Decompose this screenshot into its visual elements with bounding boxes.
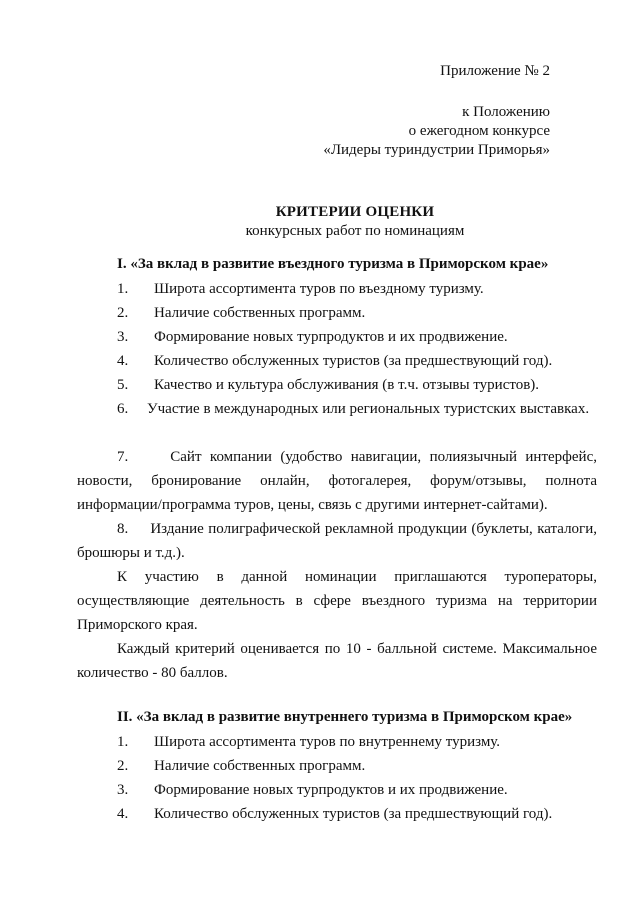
document-heading (0, 203, 640, 241)
item-number: 4. (117, 353, 129, 369)
list-item (117, 376, 539, 395)
list-item (117, 733, 500, 752)
item-text: Количество обслуженных туристов (за предшествующий год). (154, 353, 553, 369)
scoring-paragraph: Каждый критерий оценивается по 10 - балльной системе. Максимальное количество - 80 баллов. (77, 641, 597, 681)
item-text: Формирование новых турпродуктов и их продвижение. (154, 329, 508, 345)
appendix-reference (323, 103, 550, 160)
list-item-7: 7. Сайт компании (удобство навигации, полиязычный интерфейс, новости, бронирование онлайн, фотогалерея, форум/отзывы, полнота информации/программа туров, цены, связь с другими интернет-сайтами). (77, 449, 597, 513)
item-number: 2. (117, 758, 129, 774)
appendix-title: Приложение № 2 (440, 63, 550, 79)
appendix-ref-line: к Положению (462, 104, 550, 120)
list-item (117, 781, 508, 800)
item-text: Широта ассортимента туров по въездному туризму. (154, 281, 484, 297)
item-number: 4. (117, 806, 129, 822)
list-item (117, 304, 365, 323)
item-text: Наличие собственных программ. (154, 305, 366, 321)
section-1-title: I. «За вклад в развитие въездного туризма в Приморском крае» (117, 256, 549, 272)
heading-title: КРИТЕРИИ ОЦЕНКИ (275, 204, 435, 220)
item-number: 3. (117, 782, 129, 798)
appendix-ref-line: о ежегодном конкурсе (408, 123, 550, 139)
item-text: Формирование новых турпродуктов и их продвижение. (154, 782, 508, 798)
list-item-6: 6. Участие в международных или региональных туристских выставках. (117, 401, 590, 417)
item-text: Количество обслуженных туристов (за предшествующий год). (154, 806, 553, 822)
list-item (117, 757, 365, 776)
heading-subtitle: конкурсных работ по номинациям (245, 223, 465, 239)
section-2-title: II. «За вклад в развитие внутреннего туризма в Приморском крае» (117, 709, 573, 725)
appendix-ref-line: «Лидеры туриндустрии Приморья» (323, 142, 550, 158)
item-text: Качество и культура обслуживания (в т.ч. отзывы туристов). (154, 377, 540, 393)
item-text: Наличие собственных программ. (154, 758, 366, 774)
list-item-8: 8. Издание полиграфической рекламной продукции (буклеты, каталоги, брошюры и т.д.). (77, 521, 597, 561)
invitation-paragraph: К участию в данной номинации приглашаются туроператоры, осуществляющие деятельность в сфере въездного туризма на территории Приморского края. (77, 569, 597, 633)
item-text: Широта ассортимента туров по внутреннему туризму. (154, 734, 501, 750)
list-item (117, 805, 552, 824)
appendix-block (323, 62, 550, 160)
item-number: 5. (117, 377, 129, 393)
item-number: 1. (117, 734, 129, 750)
item-number: 1. (117, 281, 129, 297)
item-number: 2. (117, 305, 129, 321)
list-item (117, 352, 552, 371)
list-item (117, 280, 484, 299)
item-number: 3. (117, 329, 129, 345)
list-item (117, 328, 508, 347)
